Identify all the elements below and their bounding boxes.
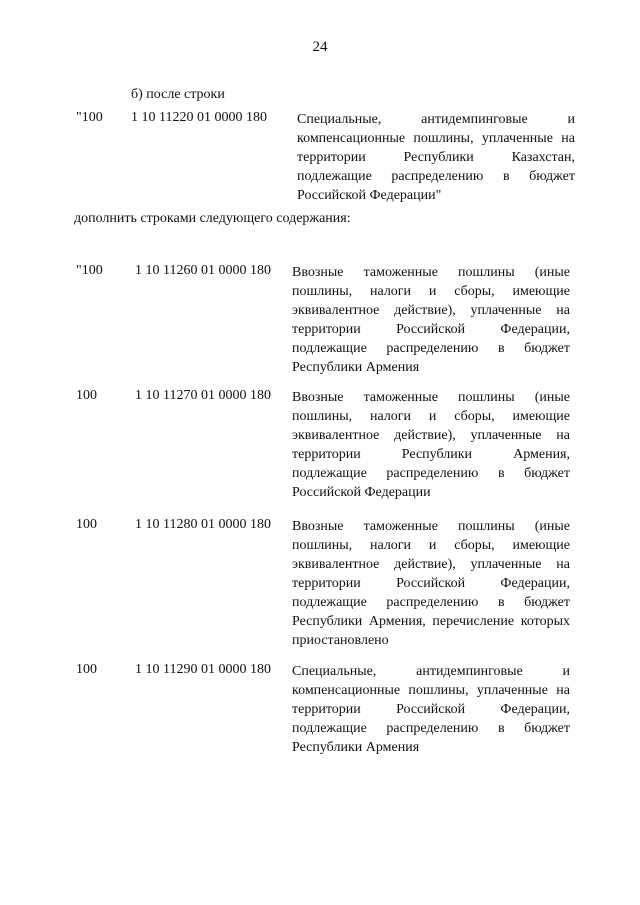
row-number: 100 xyxy=(76,662,97,677)
description-line: эквивалентное действие), уплаченные на xyxy=(292,557,570,572)
budget-code: 1 10 11280 01 0000 180 xyxy=(135,517,271,532)
page-number: 24 xyxy=(312,39,328,55)
description-line: Специальные, антидемпинговые и xyxy=(292,664,570,679)
description-line: пошлины, налоги и сборы, имеющие xyxy=(292,284,570,299)
description-line: компенсационные пошлины, уплаченные xyxy=(297,131,553,146)
row-description xyxy=(292,517,570,650)
intro-text: б) после строки xyxy=(131,87,225,102)
row-number: 100 xyxy=(76,388,97,403)
description-line: подлежащие распределению в бюджет xyxy=(292,721,570,736)
description-line: Республики Армения, перечисление xyxy=(292,614,515,629)
description-line: Российской Федерации" xyxy=(297,188,442,203)
row-description xyxy=(292,388,570,502)
budget-code: 1 10 11260 01 0000 180 xyxy=(135,263,271,278)
row-description xyxy=(292,263,570,377)
description-line: пошлины, налоги и сборы, имеющие xyxy=(292,538,570,553)
budget-code: 1 10 11220 01 0000 180 xyxy=(131,110,267,125)
description-line: на территории Российской Федерации, xyxy=(292,683,570,717)
description-line: подлежащие распределению в бюджет xyxy=(297,169,575,184)
after-text: дополнить строками следующего содержания: xyxy=(74,211,351,226)
description-line: Ввозные таможенные пошлины (иные xyxy=(292,265,570,280)
description-line: подлежащие распределению в бюджет xyxy=(292,595,570,610)
description-line: которых приостановлено xyxy=(292,614,570,648)
row-number: "100 xyxy=(76,263,103,278)
description-line: подлежащие распределению в бюджет xyxy=(292,341,570,356)
row-description xyxy=(292,662,570,757)
description-line: Специальные, антидемпинговые и xyxy=(297,112,575,127)
row-number: 100 xyxy=(76,517,97,532)
row-number: "100 xyxy=(76,110,103,125)
description-line: компенсационные пошлины, уплаченные xyxy=(292,683,548,698)
description-line: эквивалентное действие), уплаченные на xyxy=(292,303,570,318)
description-line: территории Российской Федерации, xyxy=(292,322,570,337)
description-line: Ввозные таможенные пошлины (иные xyxy=(292,519,570,534)
description-line: территории Российской Федерации, xyxy=(292,576,570,591)
budget-code: 1 10 11270 01 0000 180 xyxy=(135,388,271,403)
description-line: Российской Федерации xyxy=(292,485,431,500)
budget-code: 1 10 11290 01 0000 180 xyxy=(135,662,271,677)
description-line: территории Республики Армения, xyxy=(292,447,570,462)
row-description xyxy=(297,110,575,205)
description-line: Ввозные таможенные пошлины (иные xyxy=(292,390,570,405)
description-line: пошлины, налоги и сборы, имеющие xyxy=(292,409,570,424)
description-line: подлежащие распределению в бюджет xyxy=(292,466,570,481)
description-line: Республики Армения xyxy=(292,360,420,375)
description-line: на территории Республики Казахстан, xyxy=(297,131,575,165)
description-line: эквивалентное действие), уплаченные на xyxy=(292,428,570,443)
description-line: Республики Армения xyxy=(292,740,420,755)
